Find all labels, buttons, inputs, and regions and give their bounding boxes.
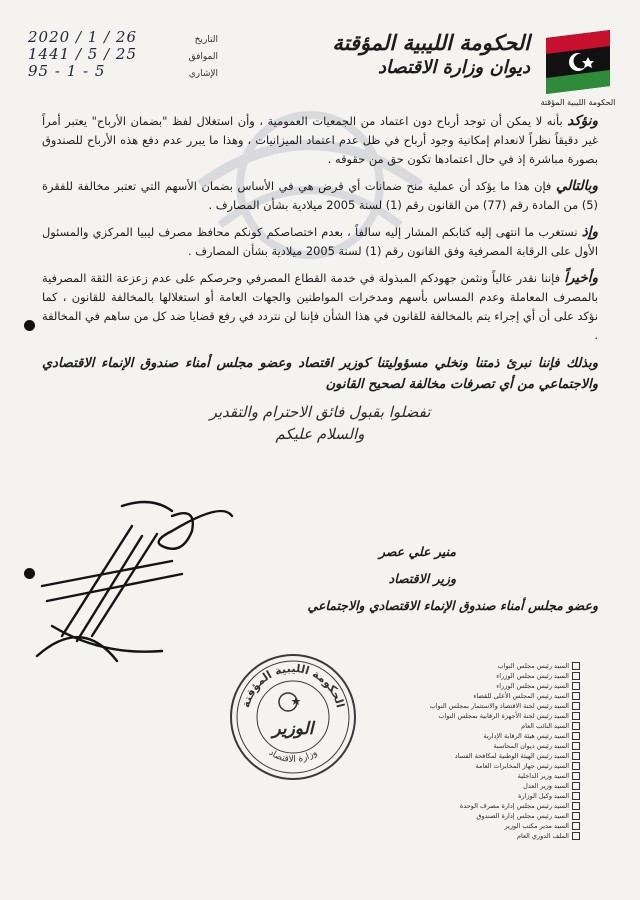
seal-bottom-text: وزارة الاقتصاد xyxy=(266,747,320,766)
distribution-item xyxy=(360,761,580,771)
checkbox-icon xyxy=(572,722,580,730)
distribution-item xyxy=(360,751,580,761)
paragraph-5: وبذلك فإننا نبرئ ذمتنا ونخلي مسؤوليتنا كوزير اقتصاد وعضو مجلس أمناء صندوق الإنماء الاقتصادي والاجتماعي من أي تصرفات مخالفة لصحيح القانون xyxy=(42,356,598,392)
distribution-item-label: السيد وزير العدل xyxy=(523,782,569,790)
government-name: الحكومة الليبية المؤقتة xyxy=(332,30,530,55)
distribution-item-label: السيد رئيس هيئة الرقابة الإدارية xyxy=(483,732,569,740)
distribution-item-label: السيد رئيس لجنة الأجهزة الرقابية بمجلس النواب xyxy=(438,712,569,720)
letter-body xyxy=(42,112,598,445)
margin-bullet-1 xyxy=(24,320,35,331)
svg-text:وزارة الاقتصاد xyxy=(267,748,319,765)
distribution-item-label: السيد رئيس المجلس الأعلى للقضاء xyxy=(473,692,569,700)
checkbox-icon xyxy=(572,782,580,790)
distribution-item-label: السيد رئيس مجلس الوزراء xyxy=(496,682,569,690)
closing-regards: تفضلوا بقبول فائق الاحترام والتقدير xyxy=(209,403,431,421)
office-name: ديوان وزارة الاقتصاد xyxy=(378,57,530,78)
distribution-list xyxy=(360,661,580,841)
paragraph-2: وبالتالي فإن هذا ما يؤكد أن عملية منح ضمانات أي قرض هي في الأساس بضمان الأسهم التي تعتبر مخالفة للفقرة (5) من المادة رقم (77) من القانون رقم (1) لسنة 2005 ميلادية بشأن المصارف . xyxy=(42,178,598,212)
distribution-item-label: السيد رئيس جهاز المخابرات العامة xyxy=(475,762,569,770)
distribution-item-label: السيد رئيس مجلس إدارة مصرف الوحدة xyxy=(459,802,569,810)
distribution-item-label: السيد رئيس مجلس الوزراء xyxy=(496,672,569,680)
distribution-item xyxy=(360,811,580,821)
distribution-item xyxy=(360,671,580,681)
distribution-item xyxy=(360,731,580,741)
distribution-item xyxy=(360,831,580,841)
paragraph-4: وأخيراً فإننا نقدر عالياً ونثمن جهودكم المبذولة في خدمة القطاع المصرفي وحرصكم على عدم زعزعة الثقة المصرفية بالمصرف المعاملة وعدم المساس بأسهم ومدخرات المواطنين والجهات العامة أو استغلالها بالمخالفة للقانون ، كما نؤكد على أن أي إجراء يتم بالمخالفة للقانون في هذا الشأن فإننا لن نتردد في رفع قضايا ضد كل من ساهم في المخالفة . xyxy=(42,270,598,342)
distribution-item xyxy=(360,701,580,711)
signatory-membership: وعضو مجلس أمناء صندوق الإنماء الاقتصادي والاجتماعي xyxy=(307,598,598,613)
seal-outer-text: الحكومة الليبية المؤقتة xyxy=(239,661,347,710)
corresponding-label: الموافق xyxy=(188,52,218,62)
checkbox-icon xyxy=(572,772,580,780)
seal-center-text: الوزير xyxy=(272,719,314,739)
distribution-item xyxy=(360,661,580,671)
checkbox-icon xyxy=(572,682,580,690)
date-block xyxy=(28,28,218,79)
date-hijri: 1441 / 5 / 25 xyxy=(28,45,137,63)
distribution-item-label: السيد رئيس مجلس النواب xyxy=(497,662,569,670)
reference-label: الإشاري xyxy=(188,69,218,79)
distribution-item xyxy=(360,801,580,811)
logo-caption: الحكومة الليبية المؤقتة xyxy=(540,98,616,107)
reference-number: 95 - 1 - 5 xyxy=(28,62,106,80)
paragraph-3: وإذ نستغرب ما انتهى إليه كتابكم المشار إليه سالفاً ، بعدم اختصاصكم كونكم محافظ مصرف ليبيا المركزي والمسئول الأول على الرقابة المصرفية وفق القانون رقم (1) لسنة 2005 ميلادية بشأن المصارف . xyxy=(42,224,598,258)
paragraph-1: ونؤكد بأنه لا يمكن أن توجد أرباح دون اعتماد من الجمعيات العمومية ، وأن استغلال لفظ "بضمان الأرباح" يعتبر أمراً غير دقيقاً نظراً لانعدام إمكانية وجود أرباح في ظل عدم اعتماد الميزانيات ، وهذا ما يبرر عدم دفع هذه الأرباح للصندوق بصورة مباشرة إذ في حال اعتمادها تكون حق من حقوقه . xyxy=(42,113,598,166)
distribution-item-label: الملف الدوري العام xyxy=(516,832,569,840)
distribution-item xyxy=(360,791,580,801)
checkbox-icon xyxy=(572,822,580,830)
closing-salutation: والسلام عليكم xyxy=(275,425,365,443)
distribution-item xyxy=(360,691,580,701)
distribution-item-label: السيد رئيس الهيئة الوطنية لمكافحة الفساد xyxy=(454,752,569,760)
checkbox-icon xyxy=(572,732,580,740)
distribution-item-label: السيد وزير الداخلية xyxy=(517,772,569,780)
checkbox-icon xyxy=(572,752,580,760)
checkbox-icon xyxy=(572,672,580,680)
distribution-item xyxy=(360,781,580,791)
libya-flag-logo xyxy=(540,24,616,104)
distribution-item xyxy=(360,721,580,731)
checkbox-icon xyxy=(572,712,580,720)
checkbox-icon xyxy=(572,742,580,750)
letterhead xyxy=(310,30,530,80)
date-gregorian: 2020 / 1 / 26 xyxy=(28,28,137,46)
distribution-item-label: السيد رئيس لجنة الاقتصاد والاستثمار بمجلس النواب xyxy=(429,702,569,710)
distribution-item-label: السيد مدير مكتب الوزير xyxy=(504,822,569,830)
checkbox-icon xyxy=(572,692,580,700)
official-seal xyxy=(228,652,358,782)
checkbox-icon xyxy=(572,812,580,820)
checkbox-icon xyxy=(572,802,580,810)
checkbox-icon xyxy=(572,792,580,800)
distribution-item xyxy=(360,771,580,781)
distribution-item xyxy=(360,741,580,751)
signature-block xyxy=(78,538,598,619)
date-label: التاريخ xyxy=(194,35,218,45)
checkbox-icon xyxy=(572,762,580,770)
distribution-item-label: السيد وكيل الوزارة xyxy=(518,792,569,800)
checkbox-icon xyxy=(572,832,580,840)
distribution-item xyxy=(360,821,580,831)
distribution-item-label: السيد رئيس مجلس إدارة الصندوق xyxy=(476,812,569,820)
distribution-item xyxy=(360,681,580,691)
signatory-title: وزير الاقتصاد xyxy=(388,571,456,586)
checkbox-icon xyxy=(572,702,580,710)
distribution-item xyxy=(360,711,580,721)
checkbox-icon xyxy=(572,662,580,670)
signatory-name: منير علي عصر xyxy=(378,544,456,559)
distribution-item-label: السيد النائب العام xyxy=(521,722,569,730)
distribution-item-label: السيد رئيس ديوان المحاسبة xyxy=(493,742,569,750)
